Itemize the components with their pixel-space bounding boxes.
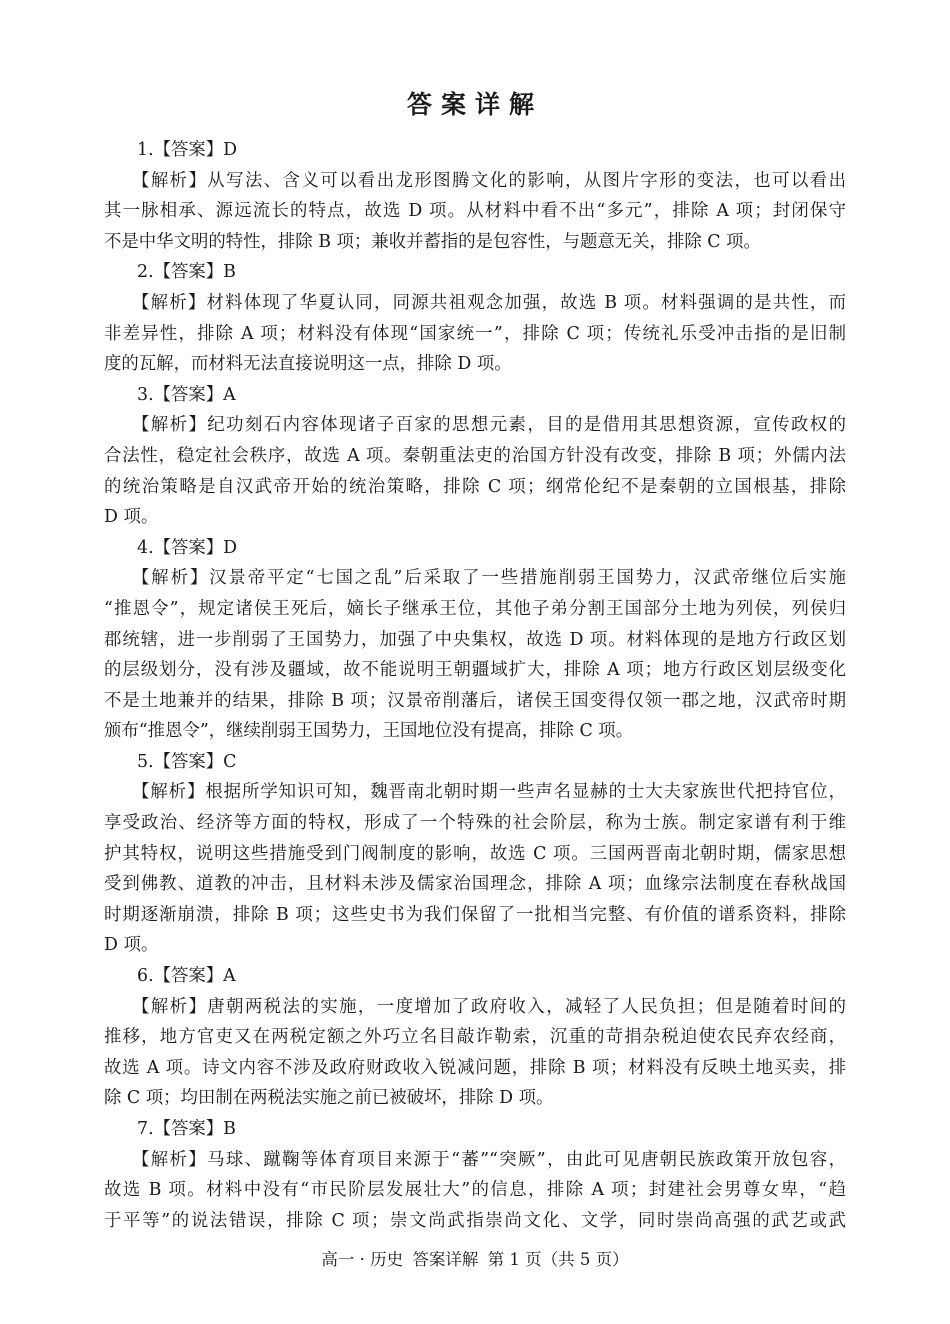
text-line: 的层级划分，没有涉及疆域，故不能说明王朝疆域扩大，排除 A 项；地方行政区划层级变化 — [104, 660, 846, 681]
page-title: 答案详解 — [406, 90, 543, 119]
text-line: D 项。 — [104, 507, 159, 528]
text-line: 其一脉相承、源远流长的特点，故选 D 项。从材料中看不出“多元”，排除 A 项；封闭保守 — [104, 201, 846, 222]
text-line: 【解析】材料体现了华夏认同，同源共祖观念加强，故选 B 项。材料强调的是共性，而 — [132, 292, 846, 313]
text-line: D 项。 — [104, 935, 159, 956]
answer-heading: 1.【答案】D — [137, 140, 238, 160]
text-line: 推移，地方官吏又在两税定额之外巧立名目敲诈勒索，沉重的苛捐杂税迫使农民弃农经商， — [104, 1027, 846, 1048]
footer-doc-title: 答案详解 — [412, 1250, 479, 1269]
text-line: 于平等”的说法错误，排除 C 项；崇文尚武指崇尚文化、文学，同时崇尚高强的武艺或武 — [104, 1210, 846, 1231]
text-line: 度的瓦解，而材料无法直接说明这一点，排除 D 项。 — [104, 354, 512, 375]
text-line: 【解析】汉景帝平定“七国之乱”后采取了一些措施削弱王国势力，汉武帝继位后实施 — [132, 568, 846, 589]
answer-content — [104, 135, 846, 1236]
text-line: 不是中华文明的特性，排除 B 项；兼收并蓄指的是包容性，与题意无关，排除 C 项。 — [104, 231, 761, 252]
text-line: 非差异性，排除 A 项；材料没有体现“国家统一”，排除 C 项；传统礼乐受冲击指的是旧制 — [104, 323, 846, 344]
text-line: 【解析】唐朝两税法的实施，一度增加了政府收入，减轻了人民负担；但是随着时间的 — [132, 996, 846, 1017]
text-line: 故选 B 项。材料中没有“市民阶层发展壮大”的信息，排除 A 项；封建社会男尊女卑，“趋 — [104, 1180, 846, 1201]
answer-heading: 4.【答案】D — [137, 537, 238, 558]
text-line: 【解析】根据所学知识可知，魏晋南北朝时期一些声名显赫的士大夫家族世代把持官位， — [132, 782, 846, 803]
text-line: 护其特权，说明这些措施受到门阀制度的影响，故选 C 项。三国两晋南北朝时期，儒家思想 — [104, 843, 846, 864]
answer-heading: 3.【答案】A — [137, 384, 236, 405]
text-line: 颁布“推恩令”，继续削弱王国势力，王国地位没有提高，排除 C 项。 — [104, 721, 634, 742]
text-line: 故选 A 项。诗文内容不涉及政府财政收入锐减问题，排除 B 项；材料没有反映土地买卖，排 — [104, 1057, 846, 1078]
page-footer — [0, 1247, 950, 1273]
footer-course: 高一 · 历史 — [321, 1250, 404, 1269]
text-line: 时期逐渐崩溃，排除 B 项；这些史书为我们保留了一批相当完整、有价值的谱系资料，排除 — [104, 904, 846, 925]
text-line: 的统治策略是自汉武帝开始的统治策略，排除 C 项；纲常伦纪不是秦朝的立国根基，排除 — [104, 476, 846, 497]
answer-heading: 5.【答案】C — [137, 751, 237, 772]
text-line: 合法性，稳定社会秩序，故选 A 项。秦朝重法吏的治国方针没有改变，排除 B 项；外儒内法 — [104, 445, 846, 466]
text-line: 受到佛教、道教的冲击，且材料未涉及儒家治国理念，排除 A 项；血缘宗法制度在春秋战国 — [104, 874, 846, 895]
text-line: 除 C 项；均田制在两税法实施之前已被破坏，排除 D 项。 — [104, 1088, 554, 1109]
footer-page-number: 第 1 页（共 5 页） — [487, 1250, 629, 1269]
text-line: 【解析】纪功刻石内容体现诸子百家的思想元素，目的是借用其思想资源，宣传政权的 — [132, 415, 846, 436]
answer-heading: 7.【答案】B — [137, 1119, 236, 1139]
text-line: 【解析】马球、蹴鞠等体育项目来源于“蕃”“突厥”，由此可见唐朝民族政策开放包容， — [132, 1149, 846, 1170]
text-line: 享受政治、经济等方面的特权，形成了一个特殊的社会阶层，称为士族。制定家谱有利于维 — [104, 813, 846, 834]
text-line: “推恩令”，规定诸侯王死后，嫡长子继承王位，其他子弟分割王国部分土地为列侯，列侯归 — [104, 598, 846, 619]
answer-heading: 2.【答案】B — [137, 262, 236, 283]
text-line: 不是土地兼并的结果，排除 B 项；汉景帝削藩后，诸侯王国变得仅领一郡之地，汉武帝时期 — [104, 690, 846, 711]
text-line: 【解析】从写法、含义可以看出龙形图腾文化的影响，从图片字形的变法，也可以看出 — [132, 170, 846, 191]
text-line: 郡统辖，进一步削弱了王国势力，加强了中央集权，故选 D 项。材料体现的是地方行政区划 — [104, 629, 846, 650]
answer-heading: 6.【答案】A — [137, 966, 236, 987]
